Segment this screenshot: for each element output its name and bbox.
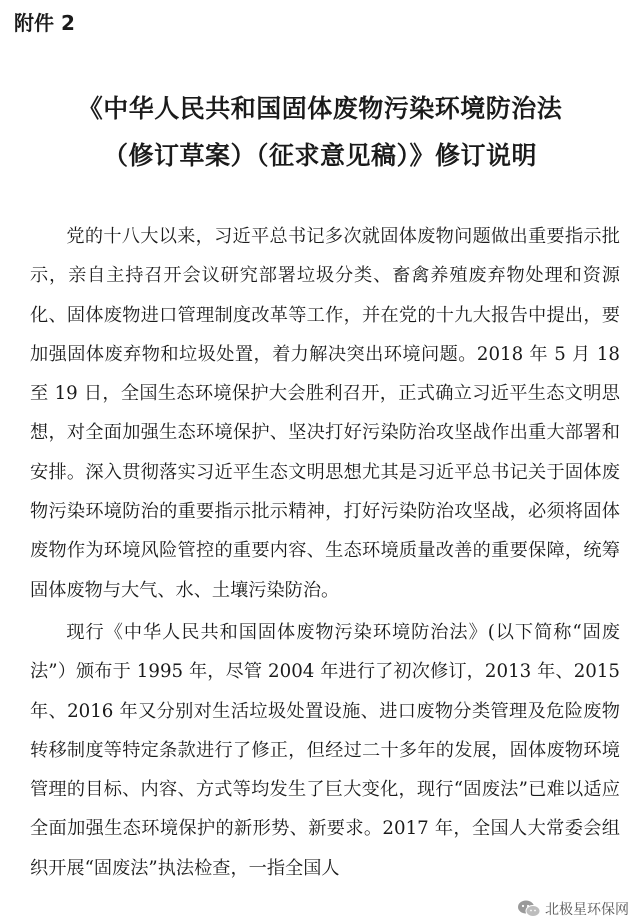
paragraph-2: 现行《中华人民共和国固体废物污染环境防治法》(以下简称“固废法”）颁布于 1995 年，尽管 2004 年进行了初次修订，2013 年、2015 年、2016 年又分别对生活垃圾处置设施、进口废物分类管理及危险废物转移制度等特定条款进行了修正，但经过二十多年的发展，固体废物环境管理的目标、内容、方式等均发生了巨大变化，现行“固废法”已难以适应全面加强生态环境保护的新形势、新要求。2017 年，全国人大常委会组织开展“固废法”执法检查，一指全国人 [30, 621, 620, 879]
document-body [30, 217, 620, 888]
document-title-line-1: 《中华人民共和国固体废物污染环境防治法 [77, 94, 563, 123]
watermark-text: 北极星环保网 [545, 902, 629, 918]
source-watermark [514, 898, 632, 920]
attachment-label: 附件 2 [14, 11, 75, 35]
paragraph-1: 党的十八大以来，习近平总书记多次就固体废物问题做出重要指示批示，亲自主持召开会议研究部署垃圾分类、畜禽养殖废弃物处理和资源化、固体废物进口管理制度改革等工作，并在党的十九大报告中提出，要加强固体废弃物和垃圾处置，着力解决突出环境问题。2018 年 5 月 18 至 19 日，全国生态环境保护大会胜利召开，正式确立习近平生态文明思想，对全面加强生态环境保护、坚决打好污染防治攻坚战作出重大部署和安排。深入贯彻落实习近平生态文明思想尤其是习近平总书记关于固体废物污染环境防治的重要指示批示精神，打好污染防治攻坚战，必须将固体废物作为环境风险管控的重要内容、生态环境质量改善的重要保障，统筹固体废物与大气、水、土壤污染防治。 [30, 226, 620, 601]
wechat-icon [517, 899, 541, 919]
document-title-line-2: （修订草案）（征求意见稿）》修订说明 [102, 141, 537, 170]
